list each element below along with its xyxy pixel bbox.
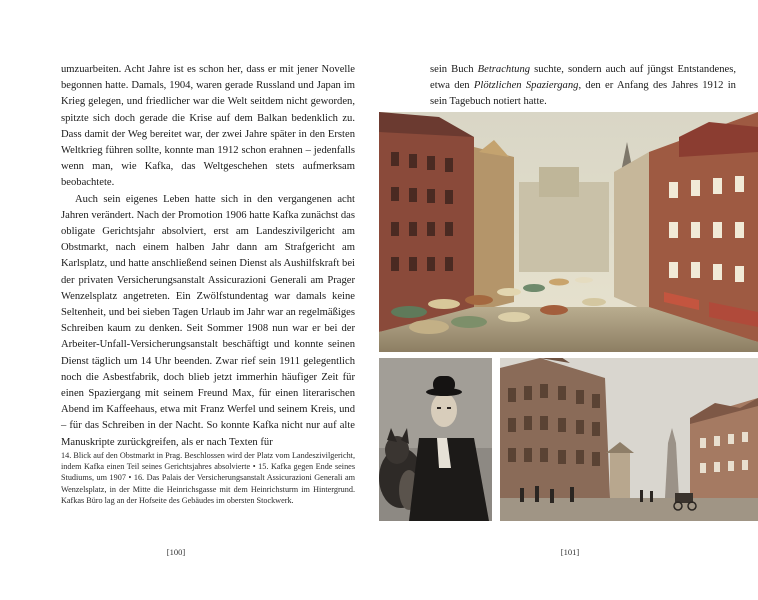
caption-text: 14. Blick auf den Obstmarkt in Prag. Beschlossen wird der Platz vom Landeszivilgericht, indem Kafka einen Teil seines Gerichtsjahres absolvierte • 15. Kafka gegen Ende seines Studiums, um 1907 • 16. Das Palais der Versicherungsanstalt Assicurazioni Generali am Wenzelsplatz, in der Mitte die Heinrichsgasse mit dem Heinrichsturm im Hintergrund. Kafkas Büro lag an der Hofseite des Gebäudes im obersten Stockwerk.: [61, 451, 355, 505]
figure-caption: [61, 450, 355, 506]
kafka-portrait-photo: [379, 358, 492, 521]
right-page: [379, 0, 758, 600]
paragraph-2: Auch sein eigenes Leben hatte sich in den vergangenen acht Jahren verändert. Nach der Promotion 1906 hatte Kafka zunächst das obligate Gerichtsjahr absolviert, erst am Landeszivilgericht am Obstmarkt, nach einem halben Jahr dann am Strafgericht am Karlsplatz, und hatte anschließend seinen Dienst als Aushilfskraft bei der privaten Versicherungsanstalt Assicurazioni Generali am Prager Wenzelsplatz angetreten. Ein Zwölfstundentag war damals keine Seltenheit, und bei sieben Tagen Urlaub im Jahr war an regelmäßiges Schreiben kaum zu denken. Seit Sommer 1908 nun war er bei der Arbeiter-Unfall-Versicherungsanstalt beschäftigt und konnte seinen Dienst täglich um 14 Uhr beenden. Zwar rief sein 1911 gelegentlich noch die Asbestfabrik, doch blieb jetzt immerhin häufiger Zeit für einen Spaziergang mit seinem Freund Max, für einen literarischen Abend im Kaffeehaus, etwa mit Franz Werfel und seinem Kreis, und – für das Schreiben in der Nacht. So konnte Kafka nicht nur auf alte Manuskripte zurückgreifen, als er nach Texten für: [61, 193, 355, 448]
right-paragraph: sein Buch Betrachtung suchte, sondern auch auf jüngst Entstandenes, etwa den Plötzlichen Spaziergang, den er Anfang des Jahres 1912 in sein Tagebuch notiert hatte.: [430, 64, 736, 108]
page-number-left: [100]: [166, 547, 186, 557]
generali-palais-photo: [500, 358, 758, 521]
left-body-text: [61, 62, 355, 451]
paragraph-1: umzuarbeiten. Acht Jahre ist es schon her, dass er mit jener Novelle begonnen hatte. Damals, 1904, waren gerade Russland und Japan im Krieg gelegen, und friedlicher war die Welt seitdem nicht geworden, spitzte sich doch gerade die Krise auf dem Balkan bedenklich zu. Dass damit der Weg bereitet war, der zwei Jahre später in den Ersten Weltkrieg führen sollte, konnte man 1912 schon erahnen – jedenfalls wenn man, wie Kafka, das Weltgeschehen stets aufmerksam beobachtete.: [61, 64, 355, 189]
work-title-italic: Plötzlichen Spaziergang: [473, 80, 579, 92]
right-body-text: [430, 62, 736, 111]
page-number-right: [101]: [560, 547, 580, 557]
book-title-italic: Betrachtung: [477, 64, 531, 75]
obstmarkt-photo: [379, 112, 758, 352]
